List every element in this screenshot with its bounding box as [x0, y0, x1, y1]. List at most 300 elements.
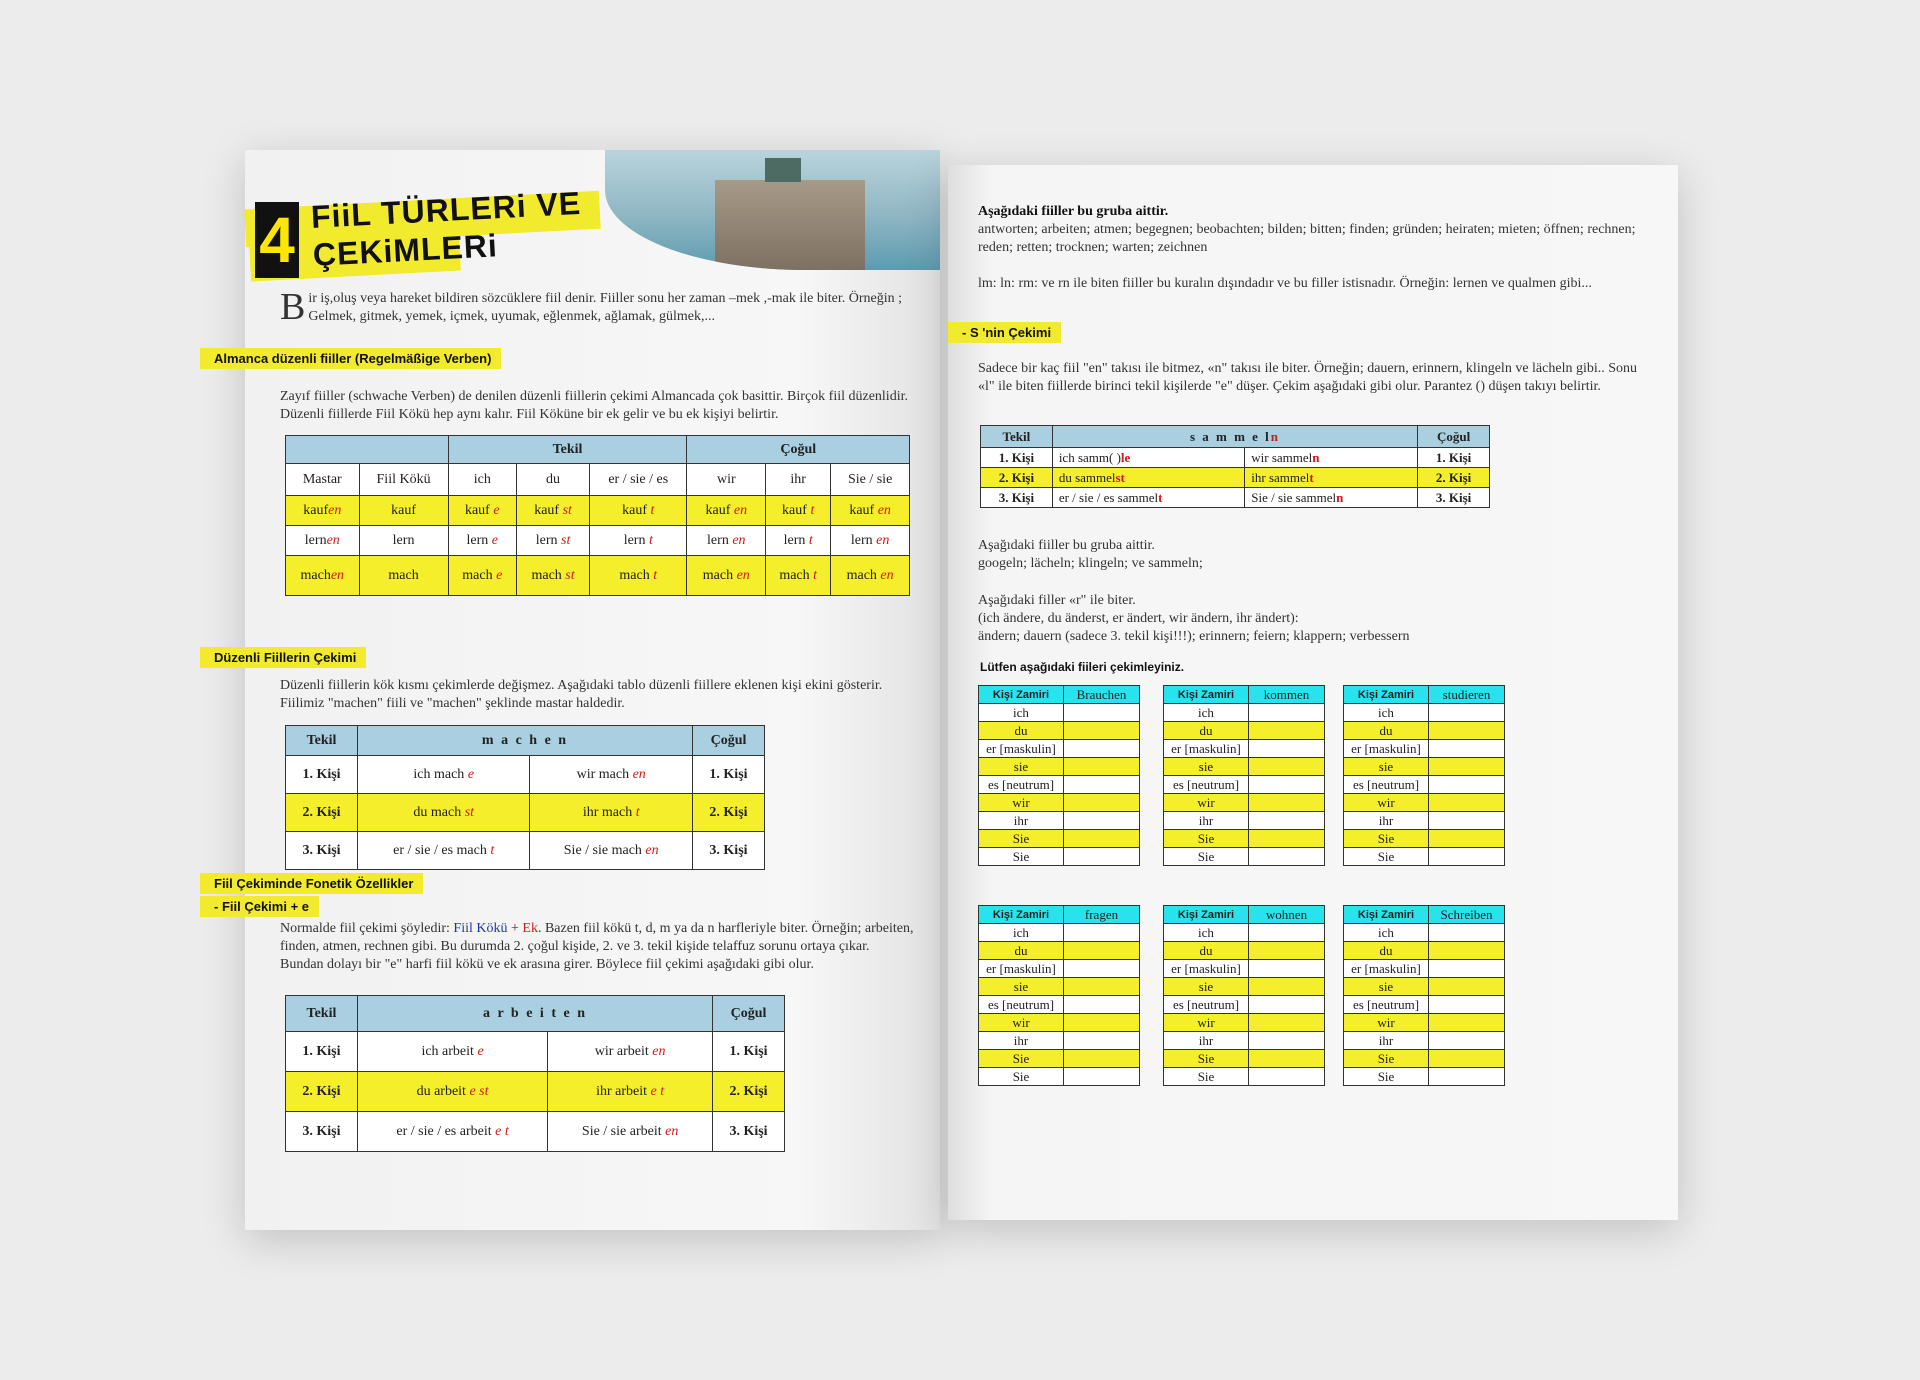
t2-row — [286, 794, 765, 832]
exercise-row — [1344, 960, 1505, 978]
answer-cell[interactable] — [1429, 942, 1505, 960]
t3-person: 2. Kişi — [286, 1072, 358, 1112]
answer-cell[interactable] — [1064, 704, 1140, 722]
pronoun-header: Kişi Zamiri — [979, 906, 1064, 924]
group2-list: googeln; lächeln; klingeln; ve sammeln; — [978, 556, 1203, 571]
answer-cell[interactable] — [1249, 848, 1325, 866]
pronoun-cell: sie — [1344, 978, 1429, 996]
t1-column-headers — [286, 464, 910, 496]
exercise-title: Lütfen aşağıdaki fiileri çekimleyiniz. — [980, 660, 1185, 674]
t3-plural-stem: ihr arbeit — [596, 1083, 648, 1099]
t1-form-stem: lern — [535, 532, 562, 548]
group3-line: (ich ändere, du änderst, er ändert, wir ändern, ihr ändert): — [978, 611, 1299, 626]
exercise-row — [1344, 794, 1505, 812]
t4-singular-stem: du sammel — [1058, 469, 1116, 485]
pronoun-cell: Sie — [1164, 830, 1249, 848]
t3-person: 3. Kişi — [286, 1112, 358, 1152]
answer-cell[interactable] — [1064, 722, 1140, 740]
t1-form — [590, 496, 687, 526]
t1-form — [831, 556, 910, 596]
exercise-row — [1344, 1050, 1505, 1068]
t2-plural-stem: ihr mach — [582, 804, 636, 820]
t4-plural — [1245, 468, 1418, 488]
answer-cell[interactable] — [1249, 704, 1325, 722]
t4-person-plural: 3. Kişi — [1418, 488, 1490, 508]
exercise-row — [1344, 996, 1505, 1014]
t3-singular — [357, 1072, 547, 1112]
answer-cell[interactable] — [1429, 794, 1505, 812]
exercise-row — [1164, 758, 1325, 776]
t1-ending: en — [328, 502, 342, 518]
t4-plural-ending: t — [1309, 469, 1314, 485]
t2-person-plural: 3. Kişi — [692, 832, 764, 870]
t3-row — [286, 1112, 785, 1152]
right-page — [948, 165, 1678, 1220]
t1-form — [766, 496, 831, 526]
t1-ending: en — [330, 567, 345, 583]
answer-cell[interactable] — [1429, 924, 1505, 942]
t2-plural-ending: en — [632, 766, 646, 782]
pronoun-cell: du — [1344, 942, 1429, 960]
pronoun-cell: Sie — [1344, 1050, 1429, 1068]
exercise-row — [979, 722, 1140, 740]
pronoun-cell: ihr — [979, 812, 1064, 830]
t1-root: lern — [359, 526, 448, 556]
pronoun-cell: Sie — [979, 830, 1064, 848]
pronoun-cell: es [neutrum] — [1344, 776, 1429, 794]
pronoun-cell: ihr — [1164, 1032, 1249, 1050]
t3-singular-stem: ich arbeit — [421, 1043, 474, 1059]
t4-plural-ending: n — [1336, 489, 1344, 505]
exercise-row — [1164, 794, 1325, 812]
pronoun-cell: sie — [1164, 758, 1249, 776]
t1-form — [517, 526, 590, 556]
t1-form-stem: lern — [623, 532, 649, 548]
answer-cell[interactable] — [1064, 758, 1140, 776]
answer-cell[interactable] — [1064, 942, 1140, 960]
exercise-row — [979, 960, 1140, 978]
t4-plural — [1245, 488, 1418, 508]
exercise-row — [1164, 812, 1325, 830]
t2-person: 1. Kişi — [286, 756, 358, 794]
t1-form-ending: t — [808, 532, 813, 548]
heading-regular-verbs: Almanca düzenli fiiller (Regelmäßige Verben) — [200, 348, 501, 369]
pronoun-cell: sie — [979, 758, 1064, 776]
pronoun-cell: ich — [1344, 924, 1429, 942]
t2-row — [286, 832, 765, 870]
pronoun-cell: sie — [979, 978, 1064, 996]
t3-cogul: Çoğul — [713, 996, 785, 1032]
t2-header — [286, 726, 765, 756]
pronoun-cell: wir — [979, 794, 1064, 812]
exercise-row — [979, 1014, 1140, 1032]
t4-row — [981, 468, 1490, 488]
answer-cell[interactable] — [1429, 758, 1505, 776]
t2-plural — [530, 832, 693, 870]
answer-cell[interactable] — [1249, 942, 1325, 960]
t1-corner — [286, 436, 449, 464]
table-machen — [285, 725, 765, 870]
exercise-row — [1344, 740, 1505, 758]
t3-plural-stem: wir arbeit — [594, 1043, 649, 1059]
p3-plus: + — [507, 921, 523, 936]
t1-form-stem: mach — [846, 567, 881, 583]
t1-form — [448, 526, 517, 556]
heading-phonetic: Fiil Çekiminde Fonetik Özellikler — [200, 873, 423, 894]
pronoun-cell: wir — [979, 1014, 1064, 1032]
group3-list: ändern; dauern (sadece 3. tekil kişi!!!); erinnern; feiern; klappern; verbessern — [978, 629, 1410, 644]
t4-singular — [1052, 448, 1244, 468]
exercise-row — [1344, 924, 1505, 942]
t1-form-ending: en — [733, 502, 748, 518]
t2-singular-ending: t — [490, 842, 495, 858]
answer-cell[interactable] — [1249, 794, 1325, 812]
pronoun-cell: du — [1164, 722, 1249, 740]
exercise-row — [979, 924, 1140, 942]
exercise-row — [979, 1050, 1140, 1068]
pronoun-cell: er [maskulin] — [979, 740, 1064, 758]
t2-singular-stem: du mach — [413, 804, 465, 820]
exercise-row — [979, 848, 1140, 866]
answer-cell[interactable] — [1249, 776, 1325, 794]
answer-cell[interactable] — [1249, 758, 1325, 776]
t1-root: kauf — [359, 496, 448, 526]
t4-plural-stem: Sie / sie sammel — [1251, 489, 1337, 505]
answer-cell[interactable] — [1064, 1032, 1140, 1050]
exercise-header — [1164, 686, 1325, 704]
t3-singular — [357, 1112, 547, 1152]
answer-cell[interactable] — [1429, 740, 1505, 758]
t1-form — [831, 526, 910, 556]
t2-person-plural: 2. Kişi — [692, 794, 764, 832]
pronoun-cell: er [maskulin] — [1344, 740, 1429, 758]
pronoun-cell: ich — [1164, 924, 1249, 942]
t1-header-5: wir — [687, 464, 766, 496]
pronoun-cell: es [neutrum] — [1344, 996, 1429, 1014]
answer-cell[interactable] — [1064, 776, 1140, 794]
exercise-row — [1344, 848, 1505, 866]
t1-header-2: ich — [448, 464, 517, 496]
t2-cogul: Çoğul — [692, 726, 764, 756]
exercise-row — [979, 1032, 1140, 1050]
group3-title: Aşağıdaki filler «r" ile biter. — [978, 593, 1136, 608]
answer-cell[interactable] — [1429, 1050, 1505, 1068]
answer-cell[interactable] — [1064, 848, 1140, 866]
t1-form-ending: e — [491, 532, 499, 548]
t4-singular-ending: t — [1158, 489, 1163, 505]
exercise-row — [1164, 996, 1325, 1014]
heading-s-conjugation: - S 'nin Çekimi — [948, 322, 1061, 343]
pronoun-cell: Sie — [979, 848, 1064, 866]
answer-cell[interactable] — [1249, 960, 1325, 978]
t2-tekil: Tekil — [286, 726, 358, 756]
answer-cell[interactable] — [1064, 812, 1140, 830]
exercise-row — [979, 830, 1140, 848]
t3-header — [286, 996, 785, 1032]
answer-cell[interactable] — [1249, 740, 1325, 758]
t4-person: 2. Kişi — [981, 468, 1053, 488]
t1-form-ending: en — [876, 532, 890, 548]
exercise-table — [1163, 685, 1325, 866]
pronoun-cell: wir — [1164, 1014, 1249, 1032]
t3-singular-ending: e — [473, 1043, 484, 1059]
exercise-table — [978, 685, 1140, 866]
answer-cell[interactable] — [1064, 960, 1140, 978]
table-regular-verbs — [285, 435, 910, 596]
t4-verb-text: s a m m e l — [1189, 428, 1271, 444]
intro-paragraph — [280, 286, 915, 328]
exercise-row — [1344, 812, 1505, 830]
t1-form — [517, 556, 590, 596]
answer-cell[interactable] — [1064, 924, 1140, 942]
exercise-row — [1164, 704, 1325, 722]
pronoun-cell: Sie — [979, 1050, 1064, 1068]
pronoun-cell: ihr — [979, 1032, 1064, 1050]
t1-form-stem: lern — [707, 532, 733, 548]
t3-verb — [357, 996, 712, 1032]
t1-root: mach — [359, 556, 448, 596]
t1-form — [687, 496, 766, 526]
t1-form-stem: kauf — [534, 502, 563, 518]
t1-form-ending: en — [736, 567, 750, 583]
pronoun-cell: ich — [1344, 704, 1429, 722]
left-page — [214, 150, 940, 1230]
answer-cell[interactable] — [1429, 1032, 1505, 1050]
p3-text-b: . Bazen fiil kökü t, d, m ya da n harfleriyle biter. Örneğin; arbeiten, finden, atmen, rechnen gibi. Bu durumda 2. çoğul kişide, 2. ve 3. tekil kişide telaffuz sorunu ortaya çıkar. Bundan dolayı bir "e" harfi fiil kökü ve ek arasına girer. Böylece fiil çekimi aşağıdaki gibi olur. — [280, 921, 914, 972]
t1-form-ending: e — [493, 502, 500, 518]
answer-cell[interactable] — [1429, 722, 1505, 740]
exercise-row — [1344, 1014, 1505, 1032]
t1-header-6: ihr — [766, 464, 831, 496]
t2-singular — [358, 794, 530, 832]
t2-person: 2. Kişi — [286, 794, 358, 832]
answer-cell[interactable] — [1064, 996, 1140, 1014]
heading-conjugation: Düzenli Fiillerin Çekimi — [200, 647, 366, 668]
t1-form-stem: mach — [702, 567, 737, 583]
pronoun-header: Kişi Zamiri — [1344, 906, 1429, 924]
paragraph-conjugation: Düzenli fiillerin kök kısmı çekimlerde değişmez. Aşağıdaki tablo düzenli fiillere eklenen kişi ekini gösterir. Fiilimiz "machen" fiili ve "machen" şeklinde mastar haldedir. — [280, 678, 883, 711]
brandenburg-gate-photo — [605, 150, 940, 270]
answer-cell[interactable] — [1064, 1050, 1140, 1068]
verb-header: kommen — [1249, 686, 1325, 704]
pronoun-cell: du — [1164, 942, 1249, 960]
t2-plural — [530, 794, 693, 832]
answer-cell[interactable] — [1249, 978, 1325, 996]
t4-singular-stem: ich samm( ) — [1058, 449, 1121, 465]
answer-cell[interactable] — [1064, 1068, 1140, 1086]
t4-cogul: Çoğul — [1418, 426, 1490, 448]
title-line-2: ÇEKiMLERi — [312, 227, 499, 273]
exercise-row — [1344, 758, 1505, 776]
t1-tekil-header: Tekil — [448, 436, 687, 464]
p3-text-a: Normalde fiil çekimi şöyledir: — [280, 921, 454, 936]
t4-person-plural: 2. Kişi — [1418, 468, 1490, 488]
t1-row — [286, 496, 910, 526]
table-sammeln — [980, 425, 1490, 508]
t1-form-ending: t — [810, 502, 815, 518]
group1-note: lm: ln: rm: ve rn ile biten fiiller bu kuralın dışındadır ve bu filler istisnadır. Örneğin: lernen ve qualmen gibi... — [978, 276, 1592, 291]
answer-cell[interactable] — [1064, 978, 1140, 996]
exercise-row — [1164, 848, 1325, 866]
pronoun-cell: ihr — [1344, 1032, 1429, 1050]
answer-cell[interactable] — [1429, 978, 1505, 996]
intro-text: ir iş,oluş veya hareket bildiren sözcüklere fiil denir. Fiiller sonu her zaman –mek ,-mak ile biter. Örneğin ; Gelmek, gitmek, yemek, içmek, uyumak, eğlenmek, ağlamak, gülmek,... — [308, 291, 903, 324]
answer-cell[interactable] — [1249, 1032, 1325, 1050]
t1-form — [687, 526, 766, 556]
t1-header-3: du — [517, 464, 590, 496]
t1-form-stem: lern — [850, 532, 877, 548]
t4-singular-ending: le — [1120, 449, 1131, 465]
t1-header-4: er / sie / es — [590, 464, 687, 496]
t1-stem: kauf — [303, 502, 329, 518]
t4-plural-ending: n — [1312, 449, 1320, 465]
t4-verb — [1052, 426, 1417, 448]
answer-cell[interactable] — [1249, 830, 1325, 848]
t1-form — [831, 496, 910, 526]
pronoun-header: Kişi Zamiri — [1164, 906, 1249, 924]
exercise-row — [1164, 924, 1325, 942]
exercise-row — [1164, 1050, 1325, 1068]
answer-cell[interactable] — [1249, 722, 1325, 740]
t1-form-ending: t — [648, 532, 653, 548]
exercise-table — [1343, 905, 1505, 1086]
answer-cell[interactable] — [1429, 812, 1505, 830]
t1-ending: en — [326, 532, 340, 548]
chapter-title — [310, 184, 584, 274]
exercise-row — [1164, 960, 1325, 978]
t2-person: 3. Kişi — [286, 832, 358, 870]
answer-cell[interactable] — [1249, 1014, 1325, 1032]
exercise-row — [979, 1068, 1140, 1086]
t2-singular-ending: e — [467, 766, 475, 782]
t3-singular-stem: du arbeit — [416, 1083, 466, 1099]
t2-person-plural: 1. Kişi — [692, 756, 764, 794]
t3-singular-ending: e st — [465, 1083, 489, 1099]
t4-singular-ending: st — [1115, 469, 1125, 485]
exercise-row — [1344, 1068, 1505, 1086]
exercise-row — [979, 942, 1140, 960]
exercise-header — [979, 686, 1140, 704]
pronoun-cell: du — [979, 942, 1064, 960]
t4-plural-stem: wir sammel — [1251, 449, 1313, 465]
paragraph-e-insertion — [280, 920, 915, 974]
answer-cell[interactable] — [1064, 830, 1140, 848]
t3-plural-stem: Sie / sie arbeit — [581, 1123, 662, 1139]
group1-list: antworten; arbeiten; atmen; begegnen; beobachten; bilden; bitten; finden; gründen; heiraten; mieten; öffnen; rechnen; reden; retten; trocknen; warten; zeichnen — [978, 222, 1636, 255]
t4-plural-stem: ihr sammel — [1251, 469, 1310, 485]
t1-form-ending: st — [562, 502, 572, 518]
exercise-table — [978, 905, 1140, 1086]
exercise-row — [1344, 1032, 1505, 1050]
answer-cell[interactable] — [1249, 1050, 1325, 1068]
t1-form-stem: mach — [779, 567, 814, 583]
t1-form — [590, 526, 687, 556]
exercise-row — [979, 758, 1140, 776]
answer-cell[interactable] — [1429, 1014, 1505, 1032]
t3-verb-text: a r b e i t e n — [482, 1005, 587, 1021]
pronoun-cell: du — [979, 722, 1064, 740]
t1-stem: mach — [300, 567, 331, 583]
answer-cell[interactable] — [1249, 996, 1325, 1014]
t1-infinitive — [286, 526, 360, 556]
t1-form-stem: kauf — [849, 502, 878, 518]
answer-cell[interactable] — [1064, 1014, 1140, 1032]
t2-plural — [530, 756, 693, 794]
t1-stem: lern — [304, 532, 327, 548]
t3-row — [286, 1032, 785, 1072]
pronoun-cell: ich — [1164, 704, 1249, 722]
pronoun-cell: er [maskulin] — [1344, 960, 1429, 978]
pronoun-cell: Sie — [1164, 1068, 1249, 1086]
answer-cell[interactable] — [1429, 848, 1505, 866]
answer-cell[interactable] — [1429, 830, 1505, 848]
answer-cell[interactable] — [1064, 740, 1140, 758]
t1-header-1: Fiil Kökü — [359, 464, 448, 496]
answer-cell[interactable] — [1429, 704, 1505, 722]
t3-singular-ending: e t — [491, 1123, 509, 1139]
answer-cell[interactable] — [1429, 996, 1505, 1014]
drop-cap: B — [280, 286, 306, 328]
pronoun-cell: er [maskulin] — [1164, 960, 1249, 978]
exercise-row — [1164, 722, 1325, 740]
t1-form-ending: t — [650, 502, 655, 518]
answer-cell[interactable] — [1249, 924, 1325, 942]
answer-cell[interactable] — [1429, 1068, 1505, 1086]
t3-plural-ending: e t — [647, 1083, 665, 1099]
answer-cell[interactable] — [1429, 960, 1505, 978]
exercise-row — [1164, 830, 1325, 848]
exercise-row — [1164, 740, 1325, 758]
t2-singular-stem: ich mach — [413, 766, 468, 782]
pronoun-cell: er [maskulin] — [1164, 740, 1249, 758]
pronoun-cell: es [neutrum] — [1164, 996, 1249, 1014]
pronoun-header: Kişi Zamiri — [1164, 686, 1249, 704]
exercise-header — [1344, 906, 1505, 924]
t1-form-stem: lern — [466, 532, 492, 548]
t2-plural-ending: t — [635, 804, 640, 820]
chapter-number: 4 — [255, 202, 299, 278]
t2-plural-ending: en — [645, 842, 659, 858]
exercise-row — [979, 996, 1140, 1014]
exercise-row — [979, 776, 1140, 794]
t4-singular-stem: er / sie / es sammel — [1058, 489, 1159, 505]
t4-header — [981, 426, 1490, 448]
t3-person-plural: 2. Kişi — [713, 1072, 785, 1112]
answer-cell[interactable] — [1064, 794, 1140, 812]
pronoun-cell: es [neutrum] — [1164, 776, 1249, 794]
t3-plural — [548, 1032, 713, 1072]
pronoun-cell: ihr — [1344, 812, 1429, 830]
exercise-row — [1344, 776, 1505, 794]
exercise-row — [979, 794, 1140, 812]
pronoun-cell: Sie — [1164, 848, 1249, 866]
t1-form — [448, 556, 517, 596]
t2-row — [286, 756, 765, 794]
t3-plural-ending: en — [661, 1123, 679, 1139]
t2-singular — [358, 756, 530, 794]
answer-cell[interactable] — [1429, 776, 1505, 794]
exercise-row — [1164, 942, 1325, 960]
t1-form-stem: lern — [783, 532, 809, 548]
answer-cell[interactable] — [1249, 812, 1325, 830]
verb-header: studieren — [1429, 686, 1505, 704]
t1-form-stem: kauf — [782, 502, 811, 518]
answer-cell[interactable] — [1249, 1068, 1325, 1086]
t1-form-stem: kauf — [705, 502, 734, 518]
p3-ek: Ek — [522, 921, 538, 936]
t1-infinitive — [286, 556, 360, 596]
t4-verb-end: n — [1270, 428, 1281, 444]
